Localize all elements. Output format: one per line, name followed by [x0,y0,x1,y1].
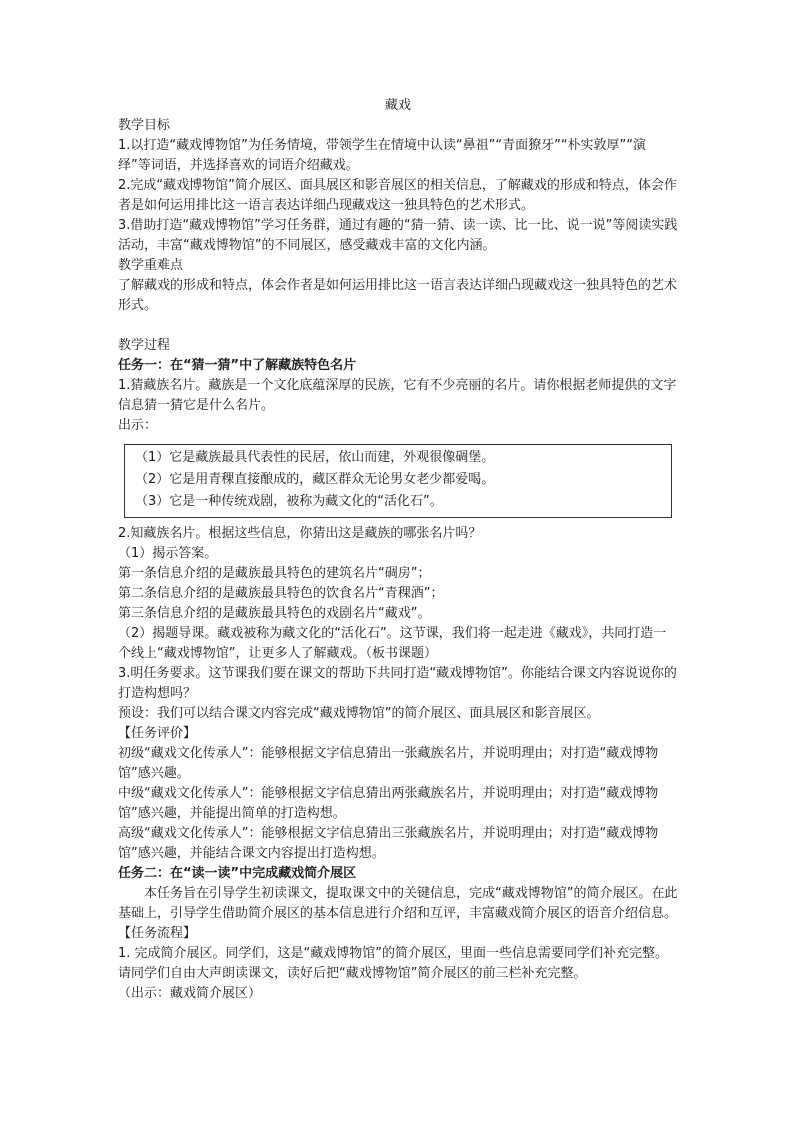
task2-flow-heading: 【任务流程】 [118,926,197,941]
task1-paragraph: 预设：我们可以结合课文内容完成“藏戏博物馆”的简介展区、面具展区和影音展区。 [118,706,600,721]
clue-item: （1）它是藏族最具代表性的民居，依山而建，外观很像碉堡。 [135,450,495,465]
task1-paragraph: 第一条信息介绍的是藏族最具特色的建筑名片“碉房”； [118,566,431,581]
task2-paragraph: 1. 完成简介展区。同学们，这是“藏戏博物馆”的简介展区，里面一些信息需要同学们补充完整。请同学们自由大声朗读课文，读好后把“藏戏博物馆”简介展区的前三栏补充完整。 [118,946,669,981]
objective-item: 3.借助打造“藏戏博物馆”学习任务群，通过有趣的“猜一猜、读一读、比一比、说一说”等阅读实践活动，丰富“藏戏博物馆”的不同展区，感受藏戏丰富的文化内涵。 [118,218,678,253]
clue-item: （3）它是一种传统戏剧，被称为藏文化的“活化石”。 [135,494,443,509]
task1-eval-item: 中级“藏戏文化传承人”：能够根据文字信息猜出两张藏族名片，并说明理由；对打造“藏戏博物馆”感兴趣，并能提出简单的打造构想。 [118,786,659,821]
process-heading: 教学过程 [118,338,171,353]
key-points-text: 了解藏戏的形成和特点，体会作者是如何运用排比这一语言表达详细凸现藏戏这一独具特色的艺术形式。 [118,278,678,313]
task1-paragraph: 3.明任务要求。这节课我们要在课文的帮助下共同打造“藏戏博物馆”。你能结合课文内容说说你的打造构想吗？ [118,666,677,701]
task1-paragraph: 第二条信息介绍的是藏族最具特色的饮食名片“青稞酒”； [118,586,444,601]
task1-eval-heading: 【任务评价】 [118,726,197,741]
task1-paragraph: 2.知藏族名片。根据这些信息，你猜出这是藏族的哪张名片吗？ [118,526,482,541]
task1-paragraph: 1.猜藏族名片。藏族是一个文化底蕴深厚的民族，它有不少亮丽的名片。请你根据老师提供的文字信息猜一猜它是什么名片。 [118,378,677,413]
task1-eval-item: 初级“藏戏文化传承人”：能够根据文字信息猜出一张藏族名片，并说明理由；对打造“藏戏博物馆”感兴趣。 [118,746,659,781]
task1-paragraph: （1）揭示答案。 [118,546,218,561]
task1-paragraph: 第三条信息介绍的是藏族最具特色的戏剧名片“藏戏”。 [118,606,431,621]
task2-paragraph: 本任务旨在引导学生初读课文，提取课文中的关键信息，完成“藏戏博物馆”的简介展区。在此基础上，引导学生借助简介展区的基本信息进行介绍和互评，丰富藏戏简介展区的语音介绍信息。 [118,886,678,921]
objective-item: 1.以打造“藏戏博物馆”为任务情境，带领学生在情境中认读“鼻祖”“青面獠牙”“朴实敦厚”“演绎”等词语，并选择喜欢的词语介绍藏戏。 [118,138,647,173]
spacer [118,316,678,336]
task1-eval-item: 高级“藏戏文化传承人”：能够根据文字信息猜出三张藏族名片，并说明理由；对打造“藏戏博物馆”感兴趣，并能结合课文内容提出打造构想。 [118,826,659,861]
task1-paragraph: （2）揭题导课。藏戏被称为藏文化的“活化石”。这节课，我们将一起走进《藏戏》，共同打造一个线上“藏戏博物馆”，让更多人了解藏戏。（板书课题） [118,626,667,661]
objectives-heading: 教学目标 [118,118,171,133]
document-title: 藏戏 [384,98,411,113]
task2-heading: 任务二：在“读一读”中完成藏戏简介展区 [118,866,357,881]
key-points-heading: 教学重难点 [118,258,184,273]
clue-item: （2）它是用青稞直接酿成的，藏区群众无论男女老少都爱喝。 [135,472,495,487]
task1-heading: 任务一：在“猜一猜”中了解藏族特色名片 [118,358,357,373]
task2-paragraph: （出示：藏戏简介展区） [118,986,262,1001]
task1-paragraph: 出示： [118,418,158,433]
document-page [118,96,678,1004]
objective-item: 2.完成“藏戏博物馆”简介展区、面具展区和影音展区的相关信息，了解藏戏的形成和特点，体会作者是如何运用排比这一语言表达详细凸现藏戏这一独具特色的艺术形式。 [118,178,677,213]
clue-box [124,444,672,518]
